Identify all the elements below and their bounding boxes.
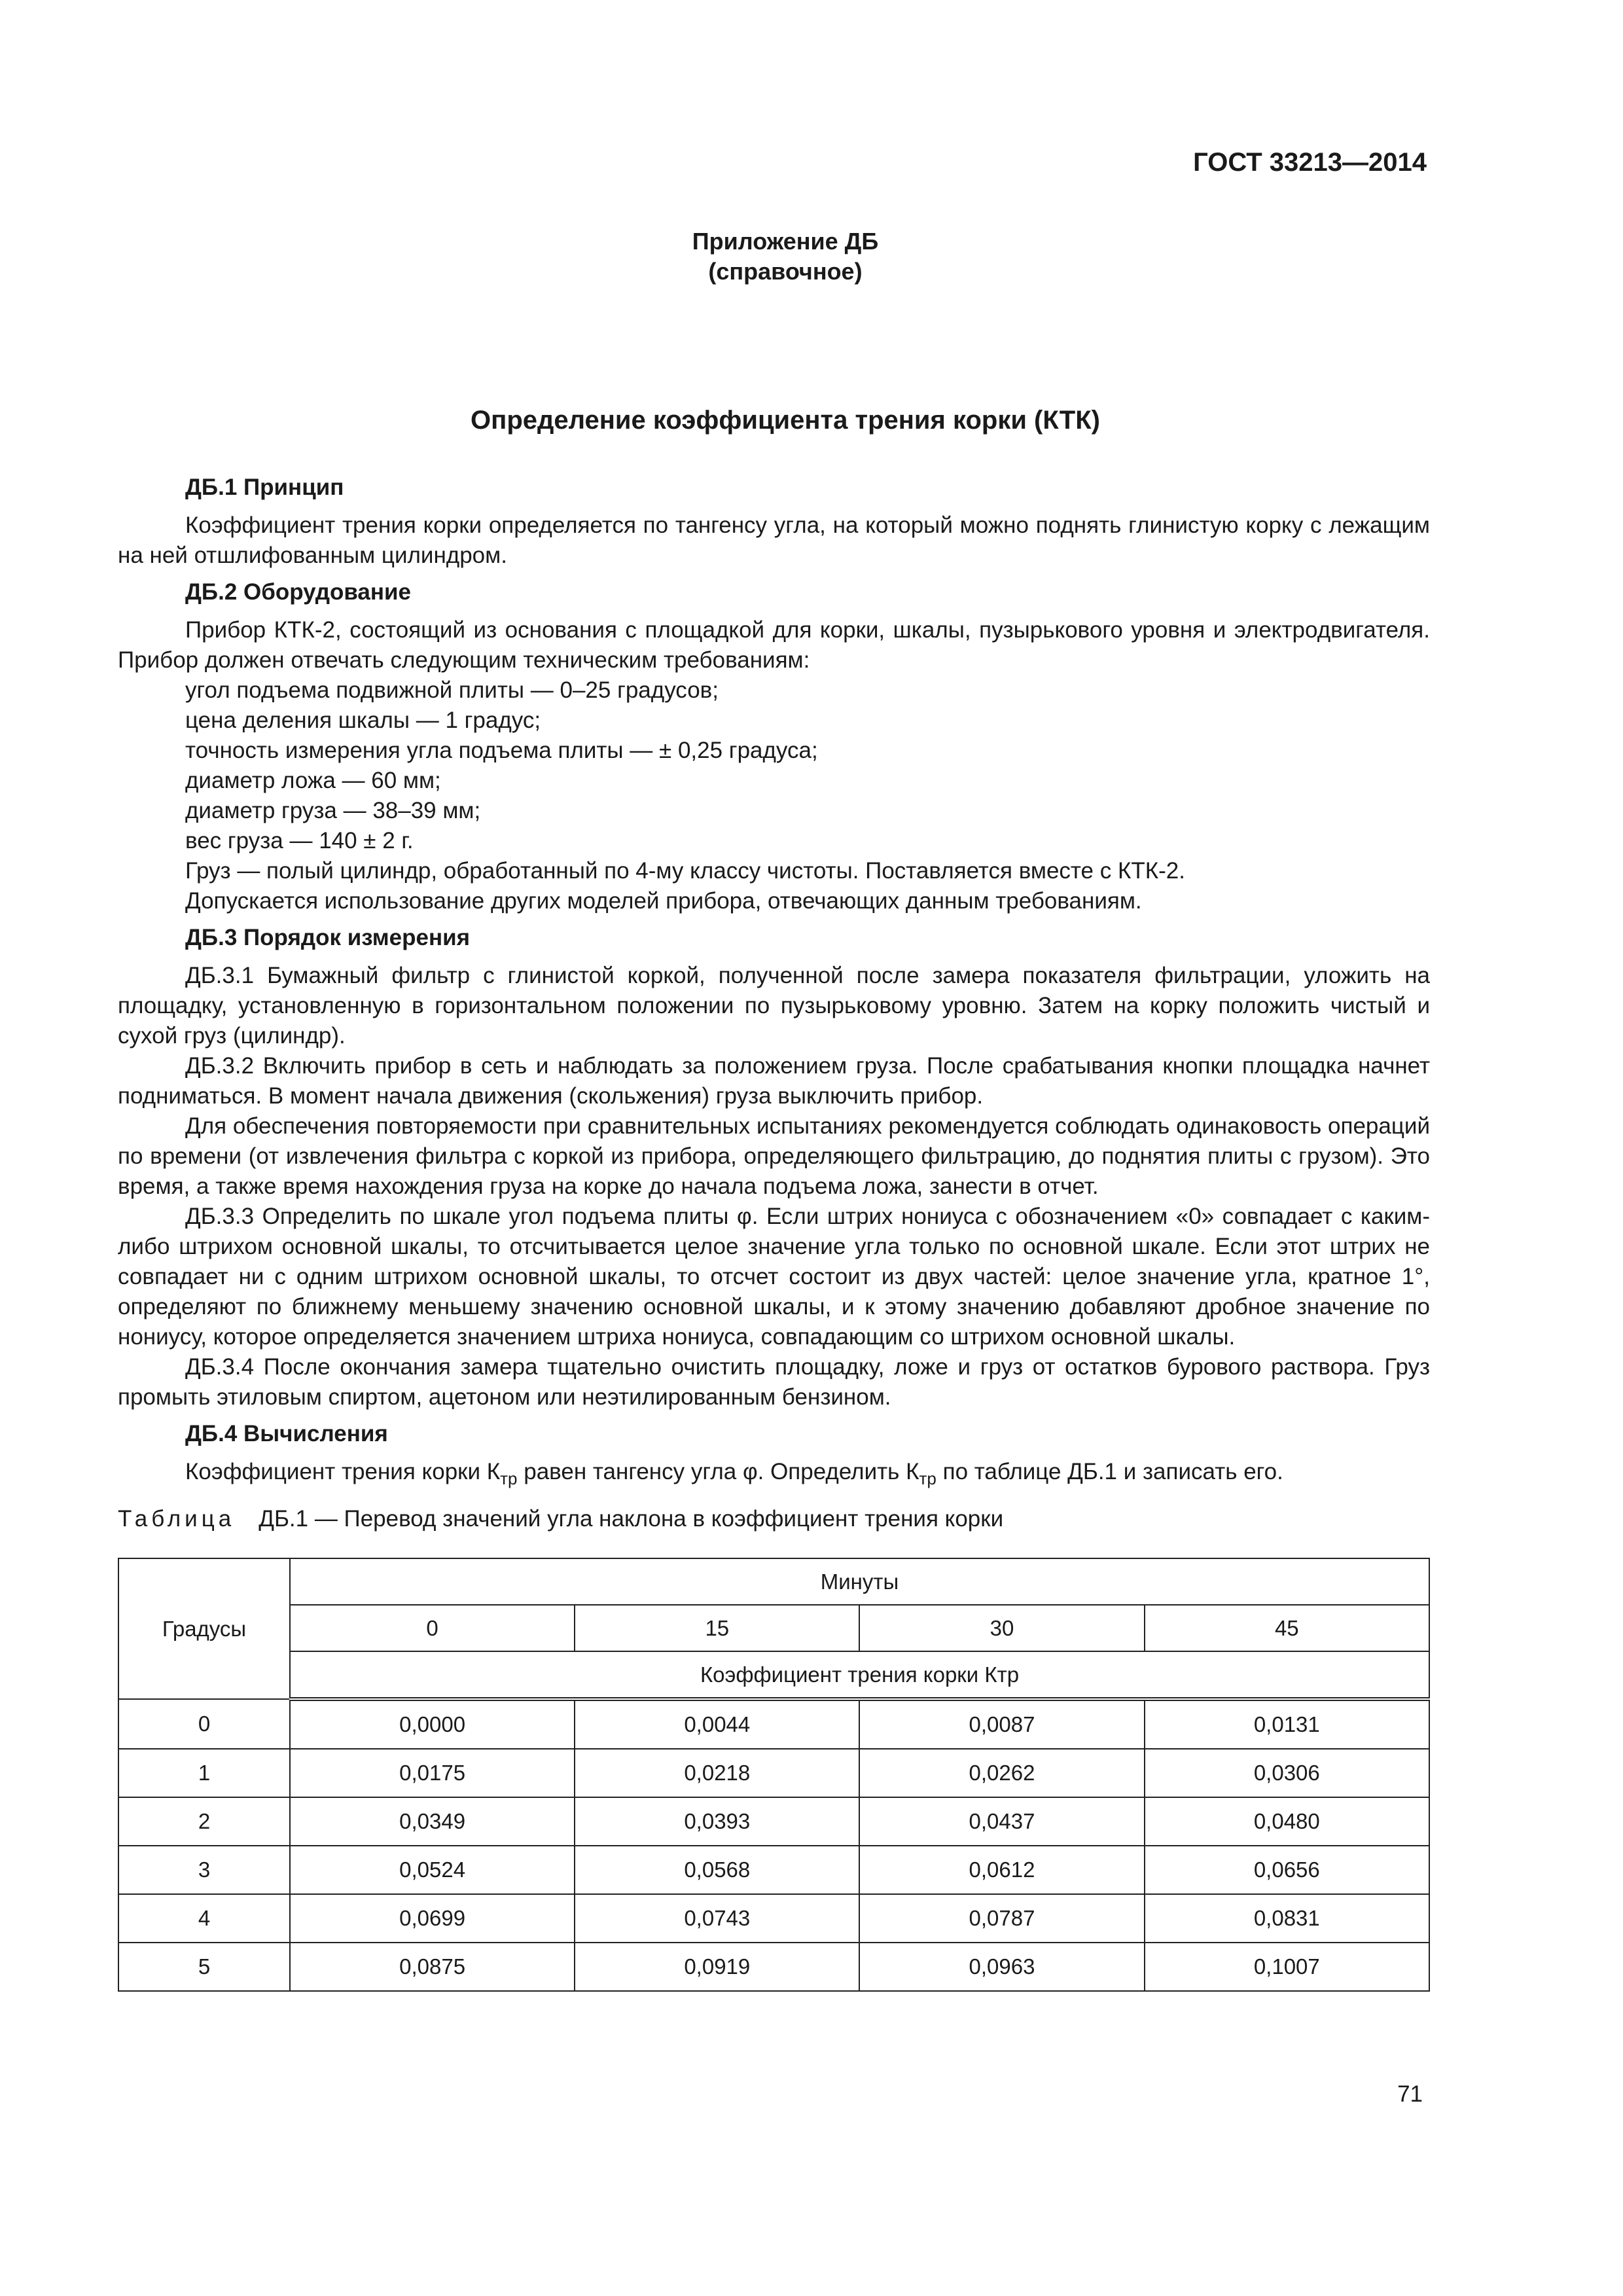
- table-cell: 0,0131: [1145, 1699, 1429, 1749]
- table-cell: 0,0218: [575, 1749, 859, 1797]
- requirements-list: [118, 675, 1430, 856]
- table-caption-label: Таблица: [118, 1506, 236, 1532]
- table-cell: 1: [118, 1749, 290, 1797]
- table-row: [118, 1943, 1429, 1991]
- table-row: [118, 1749, 1429, 1797]
- principle-text: Коэффициент трения корки определяется по тангенсу угла, на который можно поднять глинистую корку с лежащим на ней отшлифованным цилиндром.: [118, 512, 1430, 568]
- table-row: [118, 1699, 1429, 1749]
- table-cell: 0,0656: [1145, 1846, 1429, 1894]
- heading-principle: ДБ.1 Принцип: [185, 475, 344, 500]
- table-cell: 0,0000: [290, 1699, 575, 1749]
- document-id: ГОСТ 33213—2014: [1193, 148, 1427, 177]
- table-cell: 0,0087: [859, 1699, 1144, 1749]
- alternative-models: Допускается использование других моделей прибора, отвечающих данным требованиям.: [185, 888, 1142, 914]
- table-cell: 0,0262: [859, 1749, 1144, 1797]
- header-minute-value: 15: [575, 1605, 859, 1651]
- table-cell: 0,0437: [859, 1797, 1144, 1846]
- header-minutes: Минуты: [290, 1558, 1429, 1605]
- procedure-step-1: ДБ.3.1 Бумажный фильтр с глинистой коркой, полученной после замера показателя фильтрации, уложить на площадку, установленную в горизонтальном положении по пузырьковому уровню. Затем на корку положить чистый и сухой груз (цилиндр).: [118, 963, 1430, 1049]
- table-cell: 3: [118, 1846, 290, 1894]
- table-cell: 0,0612: [859, 1846, 1144, 1894]
- table-cell: 0,0699: [290, 1894, 575, 1943]
- table-row: [118, 1894, 1429, 1943]
- table-cell: 0,0831: [1145, 1894, 1429, 1943]
- table-cell: 0,0963: [859, 1943, 1144, 1991]
- annex-subtitle: (справочное): [708, 258, 863, 285]
- table-cell: 0,0393: [575, 1797, 859, 1846]
- table-cell: 2: [118, 1797, 290, 1846]
- annex-title: Приложение ДБ: [692, 228, 879, 255]
- table-cell: 0,0480: [1145, 1797, 1429, 1846]
- requirement-item: вес груза — 140 ± 2 г.: [185, 828, 414, 853]
- requirement-item: угол подъема подвижной плиты — 0–25 градусов;: [185, 677, 719, 703]
- section-title: Определение коэффициента трения корки (КТК): [471, 406, 1100, 435]
- header-degrees: Градусы: [118, 1558, 290, 1699]
- procedure-note: Для обеспечения повторяемости при сравнительных испытаниях рекомендуется соблюдать одинаковость операций по времени (от извлечения фильтра с коркой из прибора, определяющего фильтрацию, до поднятия плиты с грузом). Это время, а также время нахождения груза на корке до начала подъема ложа, занести в отчет.: [118, 1113, 1430, 1199]
- heading-equipment: ДБ.2 Оборудование: [185, 579, 411, 605]
- table-cell: 0,0743: [575, 1894, 859, 1943]
- table-caption: [118, 1504, 1430, 1534]
- table-cell: 0,0787: [859, 1894, 1144, 1943]
- table-cell: 0,1007: [1145, 1943, 1429, 1991]
- weight-description: Груз — полый цилиндр, обработанный по 4-му классу чистоты. Поставляется вместе с КТК-2.: [185, 858, 1185, 884]
- table-cell: 0,0875: [290, 1943, 575, 1991]
- calculation-text: Коэффициент трения корки $К_{тр}$ равен тангенсу угла φ. Определить $К_{тр}$ по таблице ДБ.1 и записать его.: [185, 1459, 1283, 1488]
- table-caption-text: ДБ.1 — Перевод значений угла наклона в коэффициент трения корки: [259, 1506, 1004, 1532]
- page-number: 71: [1397, 2081, 1423, 2107]
- header-minute-value: 45: [1145, 1605, 1429, 1651]
- procedure-step-2: ДБ.3.2 Включить прибор в сеть и наблюдать за положением груза. После срабатывания кнопки площадка начнет подниматься. В момент начала движения (скольжения) груза выключить прибор.: [118, 1053, 1430, 1109]
- body-content: [118, 466, 1430, 1992]
- table-row: [118, 1797, 1429, 1846]
- requirement-item: диаметр ложа — 60 мм;: [185, 768, 441, 793]
- table-cell: 0: [118, 1699, 290, 1749]
- table-cell: 0,0175: [290, 1749, 575, 1797]
- friction-table: [118, 1558, 1430, 1992]
- header-minute-value: 0: [290, 1605, 575, 1651]
- heading-calculation: ДБ.4 Вычисления: [185, 1421, 388, 1446]
- table-row: [118, 1846, 1429, 1894]
- requirement-item: точность измерения угла подъема плиты — ± 0,25 градуса;: [185, 738, 818, 763]
- table-cell: 0,0349: [290, 1797, 575, 1846]
- procedure-step-4: ДБ.3.4 После окончания замера тщательно очистить площадку, ложе и груз от остатков бурового раствора. Груз промыть этиловым спиртом, ацетоном или неэтилированным бензином.: [118, 1354, 1430, 1410]
- equipment-text: Прибор КТК-2, состоящий из основания с площадкой для корки, шкалы, пузырькового уровня и электродвигателя. Прибор должен отвечать следующим техническим требованиям:: [118, 617, 1430, 673]
- table-cell: 0,0568: [575, 1846, 859, 1894]
- procedure-step-3: ДБ.3.3 Определить по шкале угол подъема плиты φ. Если штрих нониуса с обозначением «0» совпадает с каким-либо штрихом основной шкалы, то отсчитывается целое значение угла только по основной шкале. Если этот штрих не совпадает ни с одним штрихом основной шкалы, то отсчет состоит из двух частей: целое значение угла, кратное 1°, определяют по ближнему меньшему значению основной шкалы, и к этому значению добавляют дробное значение по нониусу, которое определяется значением штриха нониуса, совпадающим со штрихом основной шкалы.: [118, 1204, 1430, 1350]
- header-minute-value: 30: [859, 1605, 1144, 1651]
- table-cell: 5: [118, 1943, 290, 1991]
- table-cell: 0,0044: [575, 1699, 859, 1749]
- table-cell: 0,0919: [575, 1943, 859, 1991]
- table-cell: 0,0524: [290, 1846, 575, 1894]
- table-cell: 4: [118, 1894, 290, 1943]
- table-cell: 0,0306: [1145, 1749, 1429, 1797]
- heading-procedure: ДБ.3 Порядок измерения: [185, 925, 471, 950]
- header-coefficient: Коэффициент трения корки Ктр: [290, 1651, 1429, 1699]
- requirement-item: цена деления шкалы — 1 градус;: [185, 708, 541, 733]
- requirement-item: диаметр груза — 38–39 мм;: [185, 798, 481, 823]
